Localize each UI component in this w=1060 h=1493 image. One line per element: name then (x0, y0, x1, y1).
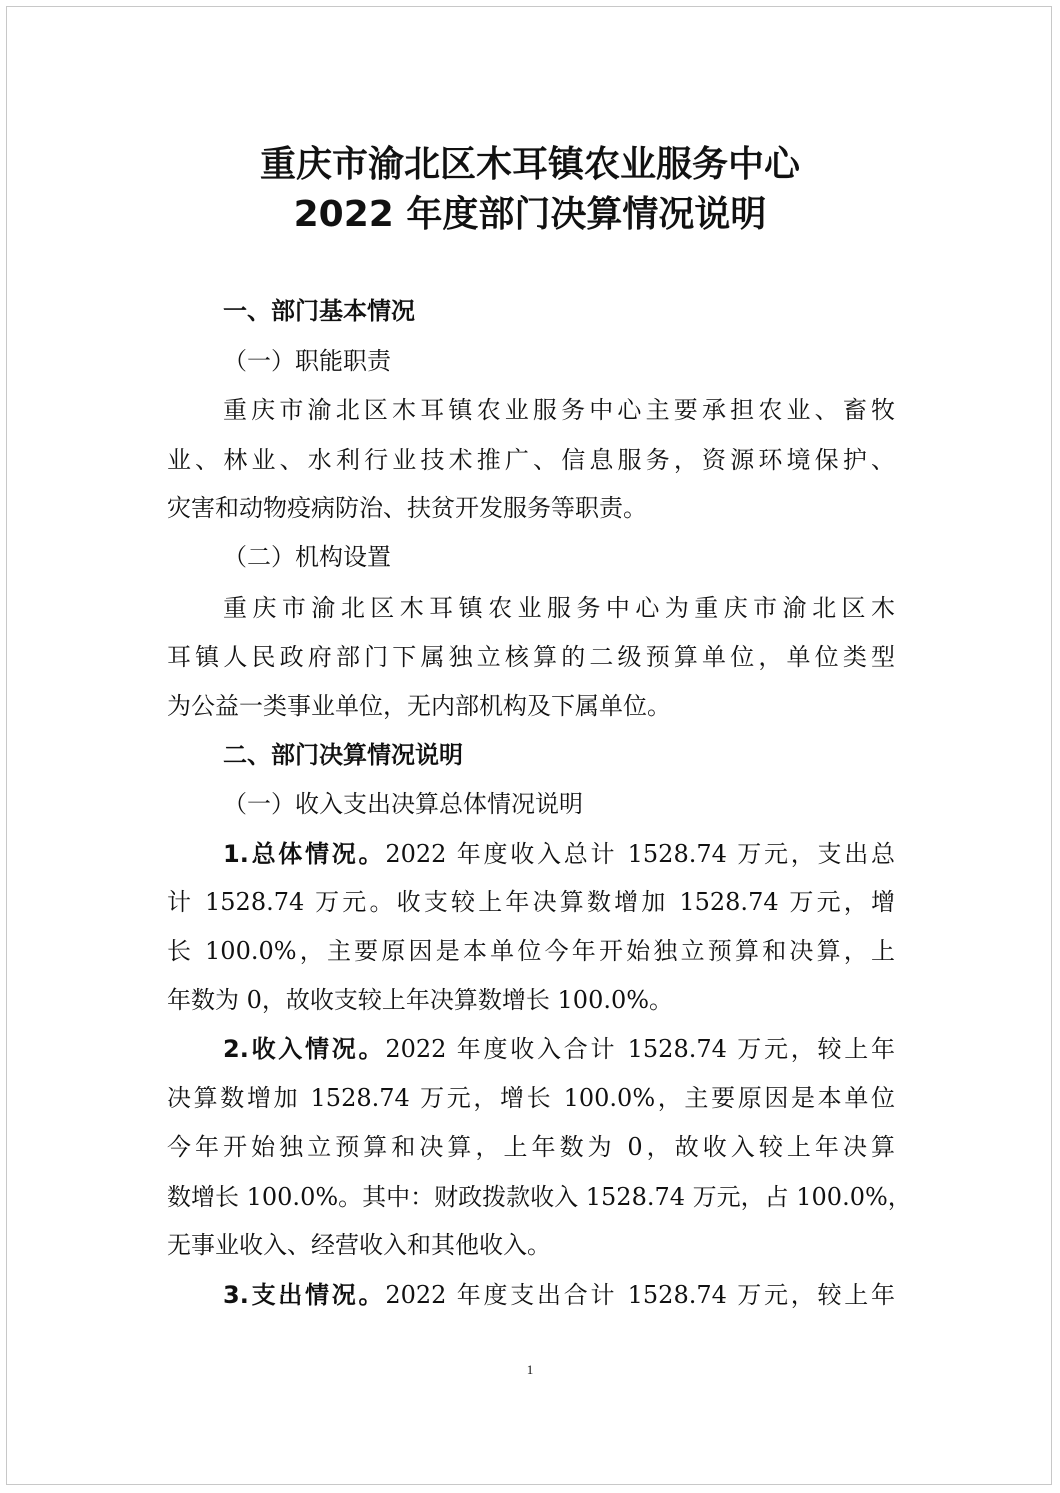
paragraph-lead: 1.总体情况。 (223, 840, 386, 868)
paragraph-organization-line: 重庆市渝北区木耳镇农业服务中心为重庆市渝北区木 (223, 594, 895, 622)
paragraph-text: 2022 年度收入合计 1528.74 万元，较上年 (385, 1035, 895, 1063)
paragraph-functions-line: 重庆市渝北区木耳镇农业服务中心主要承担农业、畜牧 (223, 396, 895, 424)
paragraph-lead: 2.收入情况。 (223, 1035, 386, 1063)
paragraph-lead: 3.支出情况。 (223, 1281, 386, 1309)
subsection-heading-functions: （一）职能职责 (223, 347, 391, 375)
page-number: 1 (526, 1362, 534, 1377)
paragraph-organization-line: 为公益一类事业单位，无内部机构及下属单位。 (167, 692, 671, 720)
paragraph-functions-line: 业、林业、水利行业技术推广、信息服务，资源环境保护、 (167, 446, 895, 474)
subsection-heading-overall: （一）收入支出决算总体情况说明 (223, 790, 583, 818)
paragraph-overall-line: 计 1528.74 万元。收支较上年决算数增加 1528.74 万元，增 (167, 888, 895, 916)
paragraph-overall-line (223, 838, 895, 870)
document-title-line-1: 重庆市渝北区木耳镇农业服务中心 (259, 144, 800, 185)
paragraph-text: 2022 年度支出合计 1528.74 万元，较上年 (385, 1281, 895, 1309)
paragraph-overall-line: 长 100.0%，主要原因是本单位今年开始独立预算和决算，上 (167, 937, 895, 965)
paragraph-income-line: 决算数增加 1528.74 万元，增长 100.0%，主要原因是本单位 (167, 1084, 895, 1112)
paragraph-income-line: 数增长 100.0%。其中：财政拨款收入 1528.74 万元，占 100.0%， (167, 1183, 912, 1211)
paragraph-overall-line: 年数为 0，故收支较上年决算数增长 100.0%。 (167, 986, 674, 1014)
paragraph-income-line (223, 1033, 895, 1065)
paragraph-income-line: 无事业收入、经营收入和其他收入。 (167, 1231, 551, 1259)
paragraph-functions-line: 灾害和动物疫病防治、扶贫开发服务等职责。 (167, 494, 647, 522)
section-heading-1: 一、部门基本情况 (223, 297, 415, 325)
document-title-line-2: 2022 年度部门决算情况说明 (293, 194, 767, 235)
paragraph-text: 2022 年度收入总计 1528.74 万元，支出总 (385, 840, 895, 868)
paragraph-income-line: 今年开始独立预算和决算，上年数为 0，故收入较上年决算 (167, 1133, 895, 1161)
paragraph-expenditure-line (223, 1279, 895, 1311)
subsection-heading-organization: （二）机构设置 (223, 543, 391, 571)
section-heading-2: 二、部门决算情况说明 (223, 741, 463, 769)
paragraph-organization-line: 耳镇人民政府部门下属独立核算的二级预算单位，单位类型 (167, 643, 895, 671)
